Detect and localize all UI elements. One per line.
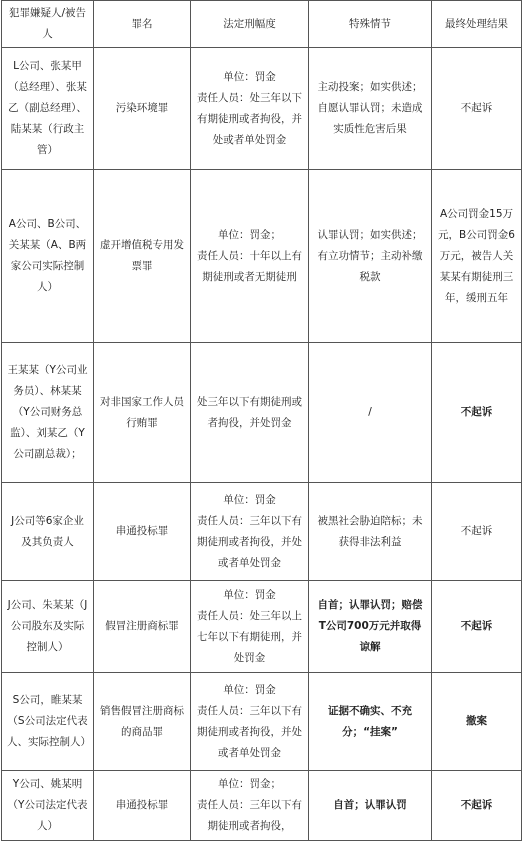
result-cell: 不起诉 — [432, 483, 522, 581]
table-row — [2, 170, 522, 343]
result-cell: 不起诉 — [432, 48, 522, 170]
crime-cell: 销售假冒注册商标的商品罪 — [94, 673, 191, 771]
penalty-unit-text: 单位：罚金 — [223, 683, 276, 696]
penalty-cell — [191, 343, 309, 483]
header-row — [2, 1, 522, 48]
circumstances-cell: 自首；认罪认罚；赔偿T公司700万元并取得谅解 — [309, 581, 432, 673]
penalty-unit-text: 处三年以下有期徒刑或者拘役，并处罚金 — [197, 395, 302, 429]
cases-table — [1, 0, 522, 841]
col-header-circumstances: 特殊情节 — [309, 1, 432, 48]
penalty-unit-text: 单位：罚金； — [218, 778, 281, 790]
result-cell: 不起诉 — [432, 771, 522, 841]
table-row — [2, 483, 522, 581]
crime-cell: 串通投标罪 — [94, 771, 191, 841]
penalty-unit-text: 单位：罚金 — [223, 70, 276, 83]
circumstances-cell: / — [309, 343, 432, 483]
table-row — [2, 343, 522, 483]
table-row — [2, 581, 522, 673]
penalty-cell — [191, 483, 309, 581]
penalty-person-text: 责任人员：三年以下有期徒刑或者拘役， — [197, 799, 302, 832]
circumstances-cell: 被黑社会胁迫陪标；未获得非法利益 — [309, 483, 432, 581]
penalty-cell — [191, 170, 309, 343]
col-header-suspect: 犯罪嫌疑人/被告人 — [2, 1, 94, 48]
suspect-cell: L公司、张某甲（总经理）、张某乙（副总经理）、陆某某（行政主管） — [2, 48, 94, 170]
result-cell: 撤案 — [432, 673, 522, 771]
penalty-cell — [191, 673, 309, 771]
col-header-result: 最终处理结果 — [432, 1, 522, 48]
penalty-cell — [191, 48, 309, 170]
penalty-unit-text: 单位：罚金 — [223, 493, 276, 506]
penalty-person-text: 责任人员：处三年以上七年以下有期徒刑，并处罚金 — [197, 609, 302, 664]
suspect-cell: A公司、B公司、关某某（A、B两家公司实际控制人） — [2, 170, 94, 343]
suspect-cell: 王某某（Y公司业务员）、林某某（Y公司财务总监）、刘某乙（Y公司副总裁）； — [2, 343, 94, 483]
crime-cell: 假冒注册商标罪 — [94, 581, 191, 673]
penalty-person-text: 责任人员：处三年以下有期徒刑或者拘役，并处或者单处罚金 — [197, 91, 302, 146]
penalty-cell — [191, 581, 309, 673]
suspect-cell: J公司等6家企业及其负责人 — [2, 483, 94, 581]
penalty-cell — [191, 771, 309, 841]
penalty-person-text: 责任人员：十年以上有期徒刑或者无期徒刑 — [197, 249, 302, 283]
result-cell: 不起诉 — [432, 343, 522, 483]
suspect-cell: Y公司、姚某明（Y公司法定代表人） — [2, 771, 94, 841]
circumstances-cell: 认罪认罚；如实供述；有立功情节；主动补缴税款 — [309, 170, 432, 343]
circumstances-cell: 自首；认罪认罚 — [309, 771, 432, 841]
table-row — [2, 771, 522, 841]
crime-cell: 虚开增值税专用发票罪 — [94, 170, 191, 343]
penalty-unit-text: 单位：罚金 — [223, 588, 276, 601]
result-cell: 不起诉 — [432, 581, 522, 673]
suspect-cell: J公司、朱某某（J公司股东及实际控制人） — [2, 581, 94, 673]
penalty-person-text: 责任人员：三年以下有期徒刑或者拘役，并处或者单处罚金 — [197, 704, 302, 759]
table-row — [2, 673, 522, 771]
penalty-person-text: 责任人员：三年以下有期徒刑或者拘役，并处或者单处罚金 — [197, 514, 302, 569]
result-cell: A公司罚金15万元，B公司罚金6万元，被告人关某某有期徒刑三年，缓刑五年 — [432, 170, 522, 343]
crime-cell: 污染环境罪 — [94, 48, 191, 170]
crime-cell: 串通投标罪 — [94, 483, 191, 581]
table-row — [2, 48, 522, 170]
suspect-cell: S公司，睢某某（S公司法定代表人、实际控制人） — [2, 673, 94, 771]
col-header-penalty: 法定刑幅度 — [191, 1, 309, 48]
circumstances-cell: 主动投案；如实供述；自愿认罪认罚；未造成实质性危害后果 — [309, 48, 432, 170]
crime-cell: 对非国家工作人员行贿罪 — [94, 343, 191, 483]
circumstances-cell: 证据不确实、不充分；“挂案” — [309, 673, 432, 771]
col-header-crime: 罪名 — [94, 1, 191, 48]
penalty-unit-text: 单位：罚金； — [218, 228, 281, 241]
